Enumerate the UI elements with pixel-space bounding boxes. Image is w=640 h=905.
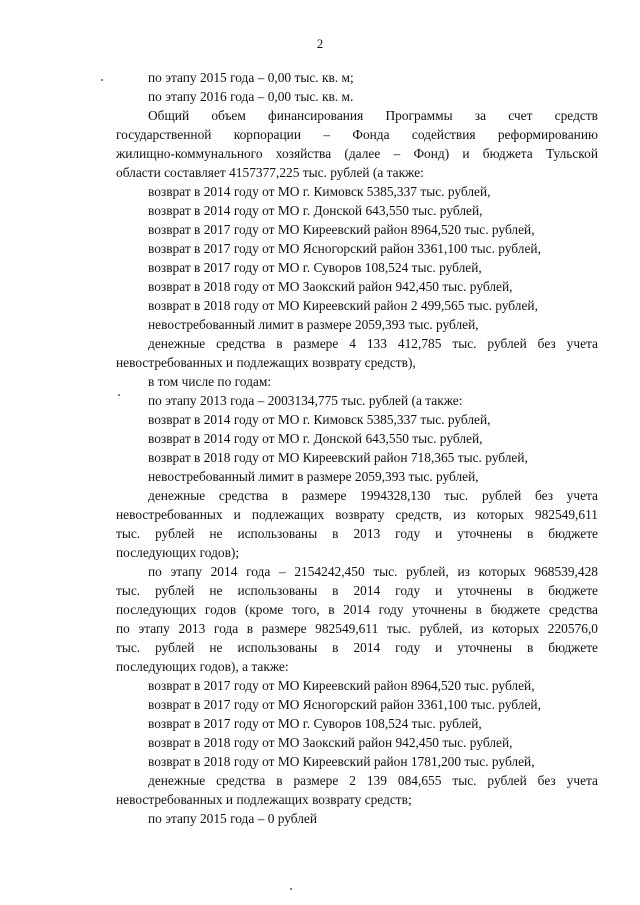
text-line: по этапу 2013 года – 2003134,775 тыс. рублей (а также:	[148, 393, 463, 408]
paragraph-line: невостребованных и подлежащих возврату средств;	[116, 792, 412, 807]
text-line: возврат в 2014 году от МО г. Кимовск 5385,337 тыс. рублей,	[148, 184, 491, 199]
text-line: возврат в 2014 году от МО г. Донской 643,550 тыс. рублей,	[148, 431, 483, 446]
text-line: возврат в 2017 году от МО Ясногорский район 3361,100 тыс. рублей,	[148, 241, 541, 256]
paragraph-line: жилищно-коммунального хозяйства (далее – Фонд) и бюджета Тульской	[116, 146, 598, 161]
text-line: по этапу 2015 года – 0,00 тыс. кв. м;	[148, 70, 354, 85]
text-line: возврат в 2017 году от МО г. Суворов 108,524 тыс. рублей,	[148, 260, 482, 275]
text-line: по этапу 2015 года – 0 рублей	[148, 811, 318, 826]
text-line: по этапу 2016 года – 0,00 тыс. кв. м.	[148, 89, 354, 104]
paragraph-line: последующих годов), а также:	[116, 659, 289, 674]
text-line: возврат в 2014 году от МО г. Кимовск 5385,337 тыс. рублей,	[148, 412, 491, 427]
text-line: возврат в 2018 году от МО Заокский район 942,450 тыс. рублей,	[148, 279, 513, 294]
text-line: возврат в 2017 году от МО Ясногорский район 3361,100 тыс. рублей,	[148, 697, 541, 712]
paragraph-line: по этапу 2014 года – 2154242,450 тыс. рублей, из которых 968539,428	[148, 564, 598, 579]
text-line: возврат в 2018 году от МО Заокский район 942,450 тыс. рублей,	[148, 735, 513, 750]
text-line: возврат в 2017 году от МО Киреевский район 8964,520 тыс. рублей,	[148, 678, 535, 693]
text-line: возврат в 2018 году от МО Киреевский район 718,365 тыс. рублей,	[148, 450, 528, 465]
paragraph-line: последующих годов (кроме того, в 2014 году уточнены в бюджете средства	[116, 602, 598, 617]
paragraph-line: по этапу 2013 года в размере 982549,611 тыс. рублей, из которых 220576,0	[116, 621, 598, 636]
text-line: возврат в 2017 году от МО Киреевский район 8964,520 тыс. рублей,	[148, 222, 535, 237]
scan-speck	[290, 888, 292, 890]
paragraph-line: невостребованных и подлежащих возврату средств),	[116, 355, 416, 370]
paragraph-line: Общий объем финансирования Программы за счет средств	[148, 108, 598, 123]
paragraph-line: невостребованных и подлежащих возврату средств, из которых 982549,611	[116, 507, 598, 522]
page-number: 2	[316, 36, 324, 51]
paragraph-line: последующих годов);	[116, 545, 240, 560]
text-line: возврат в 2018 году от МО Киреевский район 1781,200 тыс. рублей,	[148, 754, 535, 769]
text-line: возврат в 2017 году от МО г. Суворов 108,524 тыс. рублей,	[148, 716, 482, 731]
paragraph-line: денежные средства в размере 2 139 084,655 тыс. рублей без учета	[148, 773, 598, 788]
text-line: невостребованный лимит в размере 2059,393 тыс. рублей,	[148, 317, 479, 332]
text-line: в том числе по годам:	[148, 374, 272, 389]
paragraph-line: тыс. рублей не использованы в 2014 году и уточнены в бюджете	[116, 583, 598, 598]
scan-speck	[101, 79, 103, 81]
text-line: возврат в 2014 году от МО г. Донской 643,550 тыс. рублей,	[148, 203, 483, 218]
scan-speck	[118, 394, 120, 396]
paragraph-line: денежные средства в размере 4 133 412,785 тыс. рублей без учета	[148, 336, 598, 351]
paragraph-line: тыс. рублей не использованы в 2014 году и уточнены в бюджете	[116, 640, 598, 655]
paragraph-line: государственной корпорации – Фонда содействия реформированию	[116, 127, 598, 142]
paragraph-line: денежные средства в размере 1994328,130 тыс. рублей без учета	[148, 488, 598, 503]
text-line: возврат в 2018 году от МО Киреевский район 2 499,565 тыс. рублей,	[148, 298, 538, 313]
text-line: невостребованный лимит в размере 2059,393 тыс. рублей,	[148, 469, 479, 484]
paragraph-line: тыс. рублей не использованы в 2013 году и уточнены в бюджете	[116, 526, 598, 541]
paragraph-line: области составляет 4157377,225 тыс. рублей (а также:	[116, 165, 424, 180]
